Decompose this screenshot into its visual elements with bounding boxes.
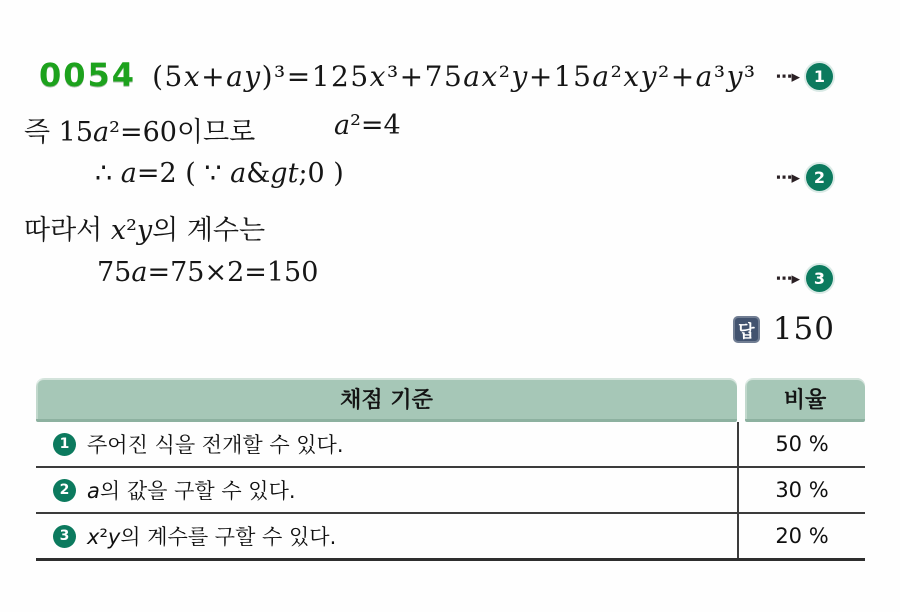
circled-number-1-icon: 1 — [53, 433, 76, 456]
header-ratio: 비율 — [745, 378, 865, 422]
step-marker-3 — [775, 265, 833, 292]
criteria-cell — [36, 514, 739, 558]
table-header-row — [36, 378, 865, 422]
table-row — [36, 514, 865, 561]
criteria-cell — [36, 468, 739, 512]
problem-number: 0054 — [39, 56, 137, 94]
circled-number-2-icon: 2 — [806, 164, 833, 191]
dots-arrow-icon: ⋯▸ — [775, 167, 799, 188]
answer-label-icon: 답 — [733, 316, 760, 343]
equation-a2-4: a²=4 — [334, 110, 401, 141]
circled-number-2-icon: 2 — [53, 479, 76, 502]
criteria-text: x²y의 계수를 구할 수 있다. — [87, 525, 337, 549]
criteria-text: a의 값을 구할 수 있다. — [87, 479, 296, 503]
equation-15a2-60: 즉 15a²=60이므로 — [24, 117, 256, 148]
solution-line-1 — [39, 56, 757, 94]
circled-number-3-icon: 3 — [53, 525, 76, 548]
ratio-cell: 50 % — [775, 432, 829, 456]
header-criteria: 채점 기준 — [36, 378, 737, 422]
expansion-equation: (5x+ay)³=125x³+75ax²y+15a²xy²+a³y³ — [152, 60, 757, 93]
dots-arrow-icon: ⋯▸ — [775, 66, 799, 87]
circled-number-1-icon: 1 — [806, 63, 833, 90]
solution-line-2 — [24, 110, 624, 149]
answer-value: 150 — [772, 311, 835, 347]
criteria-text: 주어진 식을 전개할 수 있다. — [87, 433, 344, 457]
step-marker-2 — [775, 164, 833, 191]
solution-line-3: ∴ a=2 ( ∵ a&gt;0 ) — [95, 158, 344, 189]
grading-criteria-table — [36, 378, 865, 561]
table-row — [36, 468, 865, 514]
criteria-cell — [36, 422, 739, 466]
circled-number-3-icon: 3 — [806, 265, 833, 292]
final-answer — [733, 311, 835, 347]
solution-line-4: 따라서 x²y의 계수는 — [24, 215, 266, 246]
dots-arrow-icon: ⋯▸ — [775, 268, 799, 289]
solution-line-5: 75a=75×2=150 — [97, 257, 319, 288]
step-marker-1 — [775, 63, 833, 90]
table-row — [36, 422, 865, 468]
ratio-cell: 30 % — [775, 478, 829, 502]
ratio-cell: 20 % — [775, 524, 829, 548]
